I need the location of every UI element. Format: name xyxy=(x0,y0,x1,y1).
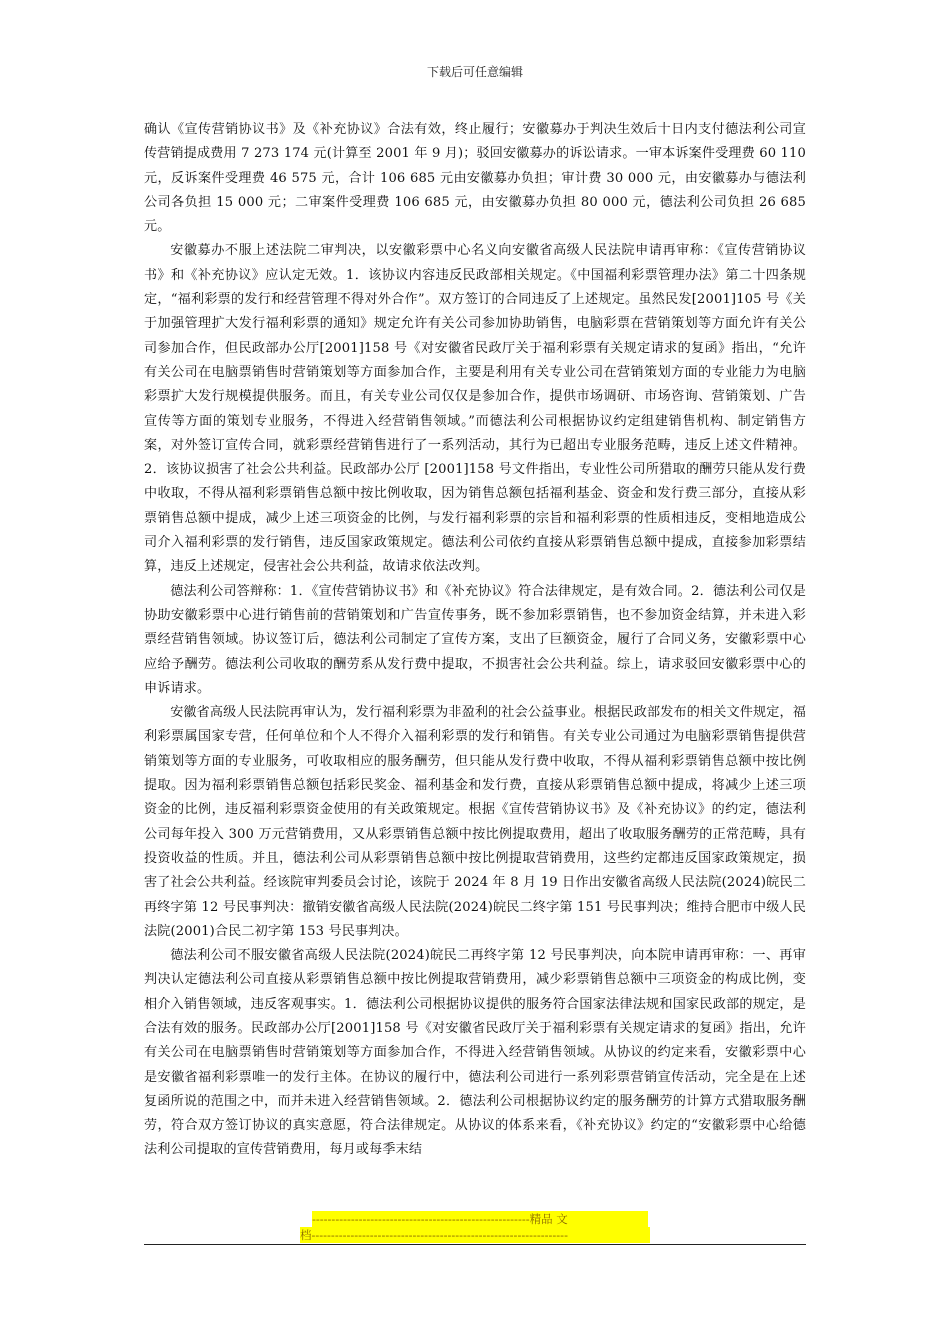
paragraph-3: 德法利公司答辩称：1．《宣传营销协议书》和《补充协议》符合法律规定，是有效合同。2．德法利公司仅是协助安徽彩票中心进行销售前的营销策划和广告宣传事务，既不参加彩票销售，也不参加资金结算，并未进入彩票经营销售领域。协议签订后，德法利公司制定了宣传方案，支出了巨额资金，履行了合同义务，安徽彩票中心应给予酬劳。德法利公司收取的酬劳系从发行费中提取，不损害社会公共利益。综上，请求驳回安徽彩票中心的申诉请求。 xyxy=(144,583,806,696)
page-header: 下载后可任意编辑 xyxy=(426,65,523,79)
footer-watermark-banner xyxy=(300,1211,650,1243)
footer-banner-line-1: --------------------------------------------------------精品 文 xyxy=(312,1211,648,1227)
paragraph-4: 安徽省高级人民法院再审认为，发行福利彩票为非盈利的社会公益事业。根据民政部发布的相关文件规定，福利彩票属国家专营，任何单位和个人不得介入福利彩票的发行和销售。有关专业公司通过为电脑彩票销售提供营销策划等方面的专业服务，可收取相应的服务酬劳，但只能从发行费中收取，不得从福利彩票销售总额中按比例提取。因为福利彩票销售总额包括彩民奖金、福利基金和发行费，直接从彩票销售总额中提成，将减少上述三项资金的比例，违反福利彩票资金使用的有关政策规定。根据《宣传营销协议书》及《补充协议》的约定，德法利公司每年投入 300 万元营销费用，又从彩票销售总额中按比例提取费用，超出了收取服务酬劳的正常范畴，具有投资收益的性质。并且，德法利公司从彩票销售总额中按比例提取营销费用，这些约定都违反国家政策规定，损害了社会公共利益。经该院审判委员会讨论，该院于 2024 年 8 月 19 日作出安徽省高级人民法院(2024)皖民二再终字第 12 号民事判决：撤销安徽省高级人民法院(2024)皖民二终字第 151 号民事判决；维持合肥市中级人民法院(2001)合民二初字第 153 号民事判决。 xyxy=(144,705,806,939)
paragraph-5: 德法利公司不服安徽省高级人民法院(2024)皖民二再终字第 12 号民事判决，向本院申请再审称：一、再审判决认定德法利公司直接从彩票销售总额中按比例提取营销费用，减少彩票销售总额中三项资金的构成比例，变相介入销售领域，违反客观事实。1．德法利公司根据协议提供的服务符合国家法律法规和国家民政部的规定，是合法有效的服务。民政部办公厅[2001]158 号《对安徽省民政厅关于福利彩票有关规定请求的复函》指出，允许有关公司在电脑票销售时营销策划等方面参加合作，不得进入经营销售领域。从协议的约定来看，安徽彩票中心是安徽省福利彩票唯一的发行主体。在协议的履行中，德法利公司进行一系列彩票营销宣传活动，完全是在上述复函所说的范围之中，而并未进入经营销售领域。2．德法利公司根据协议约定的服务酬劳的计算方式猎取服务酬劳，符合双方签订协议的真实意愿，符合法律规定。从协议的体系来看，《补充协议》约定的“安徽彩票中心给德法利公司提取的宣传营销费用，每月或每季末结 xyxy=(144,948,806,1158)
footer-divider xyxy=(144,1244,806,1245)
footer-banner-line-2: 档------------------------------------------------------------------ xyxy=(300,1227,650,1243)
paragraph-2: 安徽募办不服上述法院二审判决，以安徽彩票中心名义向安徽省高级人民法院申请再审称：《宣传营销协议书》和《补充协议》应认定无效。1．该协议内容违反民政部相关规定。《中国福利彩票管理办法》第二十四条规定，“福利彩票的发行和经营管理不得对外合作”。双方签订的合同违反了上述规定。虽然民发[2001]105 号《关于加强管理扩大发行福利彩票的通知》规定允许有关公司参加协助销售，电脑彩票在营销策划等方面允许有关公司参加合作，但民政部办公厅[2001]158 号《对安徽省民政厅关于福利彩票有关规定请求的复函》指出，“允许有关公司在电脑票销售时营销策划等方面参加合作，主要是利用有关专业公司在营销策划方面的专业能力为电脑彩票扩大发行规模提供服务。而且，有关专业公司仅仅是参加合作，提供市场调研、市场咨询、营销策划、广告宣传等方面的策划专业服务，不得进入经营销售领域。”而德法利公司根据协议约定组建销售机构、制定销售方案，对外签订宣传合同，就彩票经营销售进行了一系列活动，其行为已超出专业服务范畴，违反上述文件精神。2．该协议损害了社会公共利益。民政部办公厅 [2001]158 号文件指出，专业性公司所猎取的酬劳只能从发行费中收取，不得从福利彩票销售总额中按比例收取，因为销售总额包括福利基金、资金和发行费三部分，直接从彩票销售总额中提成，减少上述三项资金的比例，与发行福利彩票的宗旨和福利彩票的性质相违反，变相地造成公司介入福利彩票的发行销售，违反国家政策规定。德法利公司依约直接从彩票销售总额中提成，直接参加彩票结算，违反上述规定，侵害社会公共利益，故请求依法改判。 xyxy=(144,243,806,575)
document-body xyxy=(144,118,806,1163)
paragraph-1: 确认《宣传营销协议书》及《补充协议》合法有效，终止履行；安徽募办于判决生效后十日内支付德法利公司宣传营销提成费用 7 273 174 元(计算至 2001 年 9 月)；驳回安徽募办的诉讼请求。一审本诉案件受理费 60 110 元，反诉案件受理费 46 575 元，合计 106 685 元由安徽募办负担；审计费 30 000 元，由安徽募办与德法利公司各负担 15 000 元；二审案件受理费 106 685 元，由安徽募办负担 80 000 元，德法利公司负担 26 685 元。 xyxy=(144,122,806,235)
